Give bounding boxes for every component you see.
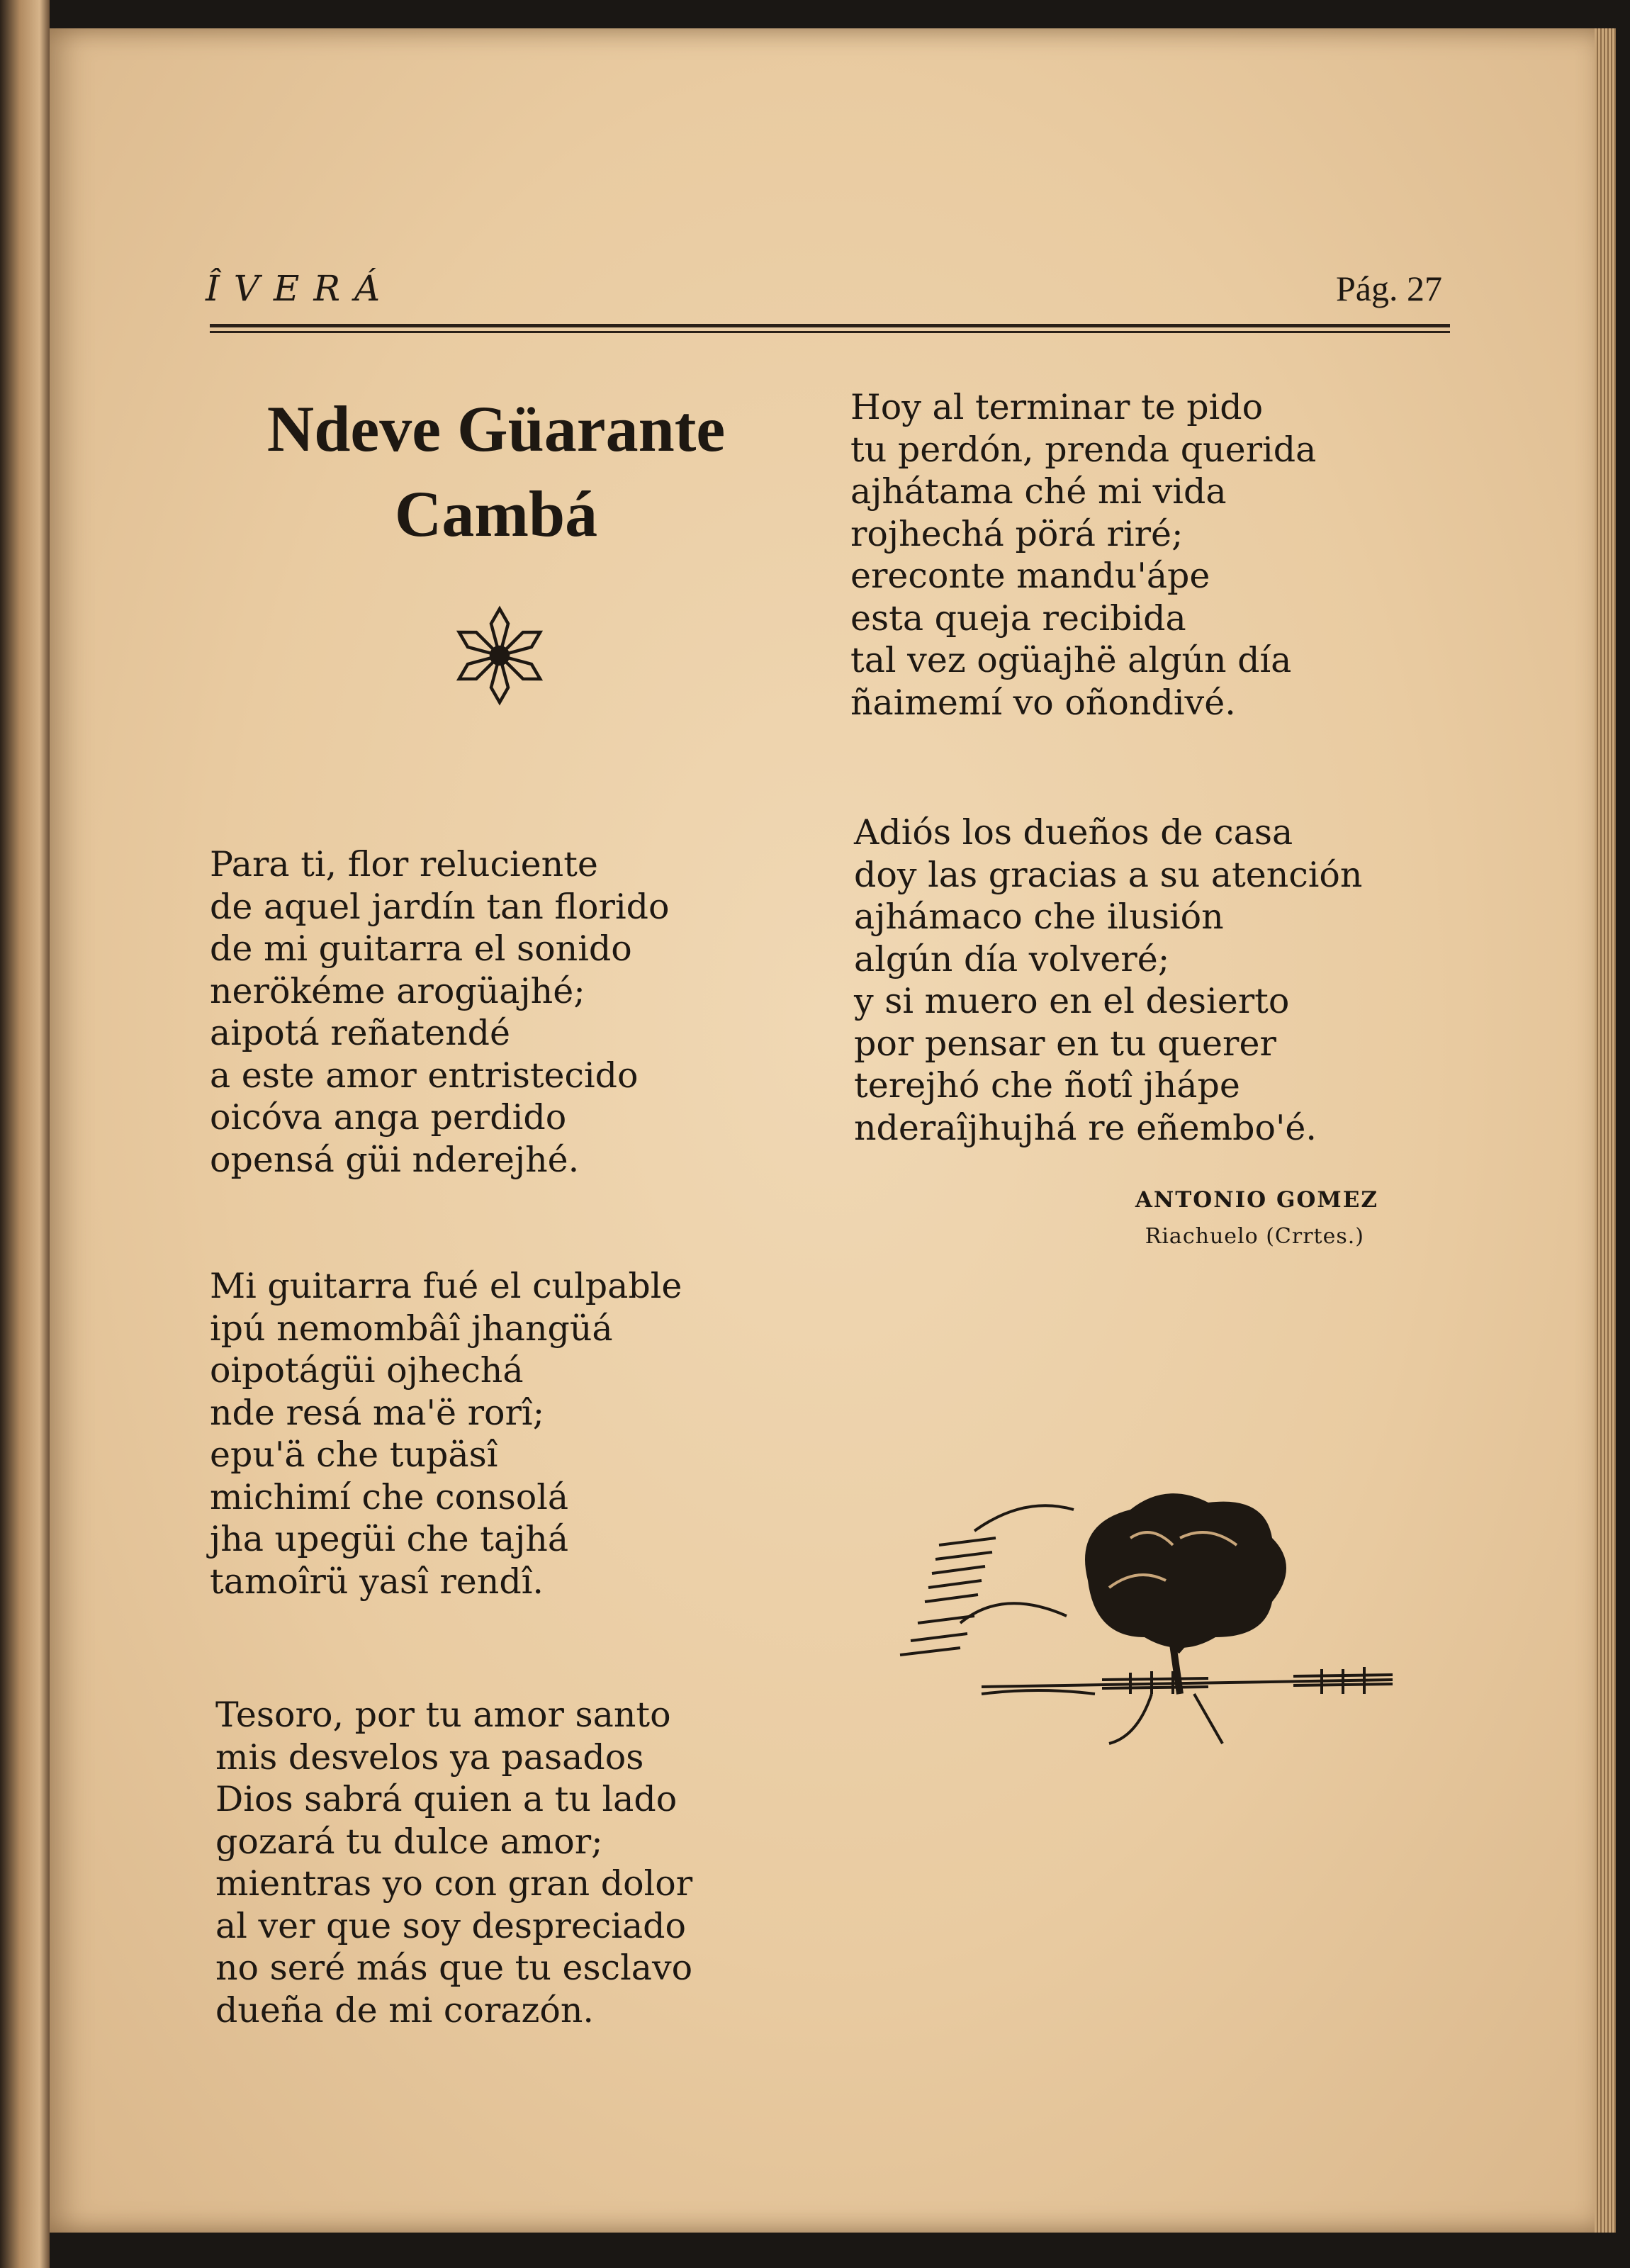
verse-line: de aquel jardín tan florido	[210, 886, 670, 927]
poem-title	[213, 386, 780, 556]
verse-line: epu'ä che tupäsî	[210, 1435, 498, 1475]
page-number: Pág. 27	[1336, 269, 1442, 308]
page-stack-edge	[1595, 28, 1616, 2233]
header-rule-top	[210, 324, 1450, 327]
verse-line: Hoy al terminar te pido	[850, 387, 1264, 427]
verse-line: nderaîjhujhá re eñembo'é.	[854, 1107, 1317, 1148]
verse-line: tamoîrü yasî rendî.	[210, 1561, 544, 1602]
verse-line: mis desvelos ya pasados	[215, 1736, 644, 1778]
verse-line: gozará tu dulce amor;	[215, 1821, 603, 1862]
author-location: Riachuelo (Crrtes.)	[1145, 1224, 1364, 1249]
verse-line: Para ti, flor reluciente	[210, 844, 598, 885]
verse-line: aipotá reñatendé	[210, 1013, 511, 1053]
stanza-2	[210, 1265, 682, 1602]
verse-line: terejhó che ñotî jhápe	[854, 1065, 1240, 1106]
verse-line: Mi guitarra fué el culpable	[210, 1266, 682, 1306]
verse-line: oipotágüi ojhechá	[210, 1350, 524, 1391]
verse-line: ipú nemombâî jhangüá	[210, 1308, 613, 1349]
verse-line: de mi guitarra el sonido	[210, 928, 632, 969]
verse-line: michimí che consolá	[210, 1476, 569, 1517]
header-rule-bottom	[210, 331, 1450, 333]
verse-line: jha upegüi che tajhá	[210, 1519, 569, 1559]
verse-line: mientras yo con gran dolor	[215, 1863, 693, 1904]
poem-title-line-2: Cambá	[394, 478, 598, 550]
verse-line: oicóva anga perdido	[210, 1097, 567, 1138]
verse-line: Tesoro, por tu amor santo	[215, 1695, 671, 1735]
verse-line: tu perdón, prenda querida	[850, 429, 1317, 470]
verse-line: dueña de mi corazón.	[215, 1989, 594, 2031]
verse-line: no seré más que tu esclavo	[215, 1948, 693, 1988]
magazine-title: ÎVERÁ	[206, 268, 395, 309]
verse-line: Adiós los dueños de casa	[854, 812, 1293, 853]
stanza-4	[850, 386, 1316, 724]
verse-line: y si muero en el desierto	[854, 981, 1290, 1021]
verse-line: esta queja recibida	[850, 597, 1186, 639]
verse-line: ereconte mandu'ápe	[850, 556, 1210, 596]
verse-line: rojhechá pörá riré;	[850, 513, 1184, 554]
verse-line: algún día volveré;	[854, 938, 1170, 979]
verse-line: doy las gracias a su atención	[854, 854, 1363, 895]
verse-line: nde resá ma'ë rorî;	[210, 1392, 545, 1433]
verse-line: ajhámaco che ilusión	[854, 897, 1224, 937]
stanza-1	[210, 843, 670, 1181]
verse-line: Dios sabrá quien a tu lado	[215, 1779, 678, 1819]
stanza-3	[215, 1694, 692, 2031]
poem-title-line-1: Ndeve Güarante	[266, 393, 726, 465]
verse-line: a este amor entristecido	[210, 1055, 639, 1096]
verse-line: al ver que soy despreciado	[215, 1905, 687, 1946]
stanza-5	[854, 812, 1363, 1149]
verse-line: ñaimemí vo oñondivé.	[850, 682, 1236, 723]
verse-line: opensá güi nderejhé.	[210, 1139, 580, 1180]
tree-illustration-icon	[896, 1481, 1421, 1751]
verse-line: tal vez ogüajhë algún día	[850, 640, 1292, 680]
author-name: ANTONIO GOMEZ	[1135, 1187, 1378, 1213]
verse-line: por pensar en tu querer	[854, 1023, 1276, 1064]
verse-line: nerökéme arogüajhé;	[210, 970, 585, 1011]
facing-page-edge	[0, 0, 50, 2268]
verse-line: ajhátama ché mi vida	[850, 471, 1227, 512]
flower-ornament-icon	[446, 602, 553, 709]
